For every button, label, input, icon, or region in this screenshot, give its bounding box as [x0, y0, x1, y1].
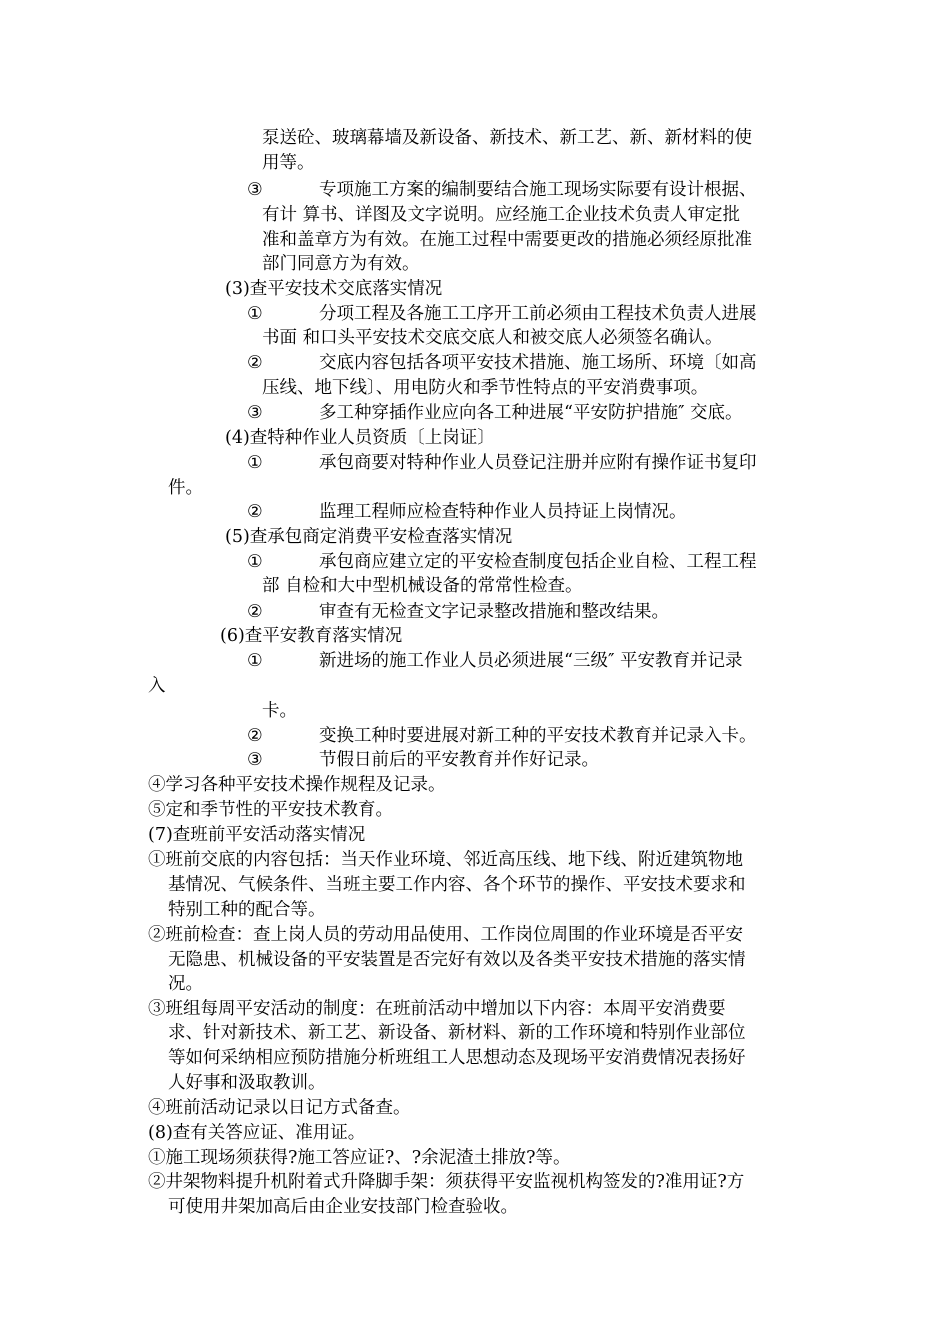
text-line: 人好事和汲取教训。 [168, 1073, 326, 1093]
text-line: 部 自检和大中型机械设备的常常性检查。 [262, 576, 583, 596]
item-marker: ③ [247, 750, 263, 770]
item-text: 监理工程师应检查特种作业人员持证上岗情况。 [319, 502, 687, 522]
item-text: 承包商应建立定的平安检查制度包括企业自检、工程工程 [319, 552, 757, 572]
item-marker: ③ [247, 403, 263, 423]
item-marker: ① [247, 453, 263, 473]
list-item [247, 178, 757, 203]
section-heading: (3)查平安技术交底落实情况 [225, 279, 443, 299]
text-line: ①班前交底的内容包括：当天作业环境、邻近高压线、地下线、附近建筑物地 [148, 850, 743, 870]
text-line: 求、针对新技术、新工艺、新设备、新材料、新的工作环境和特别作业部位 [168, 1023, 746, 1043]
text-line: 无隐患、机械设备的平安装置是否完好有效以及各类平安技术措施的落实情 [168, 950, 746, 970]
text-line: 特别工种的配合等。 [168, 900, 326, 920]
item-text: 多工种穿插作业应向各工种进展“平安防护措施″ 交底。 [319, 403, 743, 423]
text-line: ④学习各种平安技术操作规程及记录。 [148, 775, 446, 795]
text-line: ②井架物料提升机附着式升降脚手架：须获得平安监视机构签发的?准用证?方 [148, 1172, 745, 1192]
list-item [247, 550, 757, 575]
text-line: ②班前检查：查上岗人员的劳动用品使用、工作岗位周围的作业环境是否平安 [148, 925, 743, 945]
text-line: ⑤定和季节性的平安技术教育。 [148, 800, 393, 820]
text-line: ①施工现场须获得?施工答应证?、?余泥渣土排放?等。 [148, 1148, 571, 1168]
list-item [247, 649, 743, 674]
item-marker: ② [247, 726, 263, 746]
text-line: 泵送砼、玻璃幕墙及新设备、新技术、新工艺、新、新材料的使 [262, 128, 752, 148]
item-marker: ③ [247, 180, 263, 200]
list-item [247, 351, 757, 376]
section-heading: (4)查特种作业人员资质〔上岗证〕 [225, 428, 495, 448]
section-heading: (8)查有关答应证、准用证。 [148, 1123, 366, 1143]
list-item [247, 451, 757, 476]
text-line: 等如何采纳相应预防措施分析班组工人思想动态及现场平安消费情况表扬好 [168, 1048, 746, 1068]
item-marker: ① [247, 651, 263, 671]
item-text: 新进场的施工作业人员必须进展“三级″ 平安教育并记录 [319, 651, 743, 671]
section-heading: (5)查承包商定消费平安检查落实情况 [225, 527, 513, 547]
text-line: 有计 算书、详图及文字说明。应经施工企业技术负责人审定批 [262, 205, 741, 225]
item-marker: ② [247, 602, 263, 622]
list-item [247, 724, 757, 749]
list-item [247, 302, 757, 327]
item-text: 审查有无检查文字记录整改措施和整改结果。 [319, 602, 669, 622]
text-line: 压线、地下线〕、用电防火和季节性特点的平安消费事项。 [262, 378, 709, 398]
item-marker: ② [247, 502, 263, 522]
item-marker: ① [247, 552, 263, 572]
text-line: 况。 [168, 974, 203, 994]
item-text: 分项工程及各施工工序开工前必须由工程技术负责人进展 [319, 304, 757, 324]
item-text: 变换工种时要进展对新工种的平安技术教育并记录入卡。 [319, 726, 757, 746]
text-line: 入 [148, 676, 166, 696]
list-item [247, 600, 669, 625]
list-item [247, 748, 599, 773]
list-item [247, 500, 687, 525]
item-marker: ① [247, 304, 263, 324]
section-heading: (7)查班前平安活动落实情况 [148, 825, 366, 845]
item-text: 节假日前后的平安教育并作好记录。 [319, 750, 599, 770]
item-marker: ② [247, 353, 263, 373]
item-text: 交底内容包括各项平安技术措施、施工场所、环境〔如高 [319, 353, 757, 373]
text-line: 基情况、气候条件、当班主要工作内容、各个环节的操作、平安技术要求和 [168, 875, 746, 895]
text-line: 用等。 [262, 153, 315, 173]
item-text: 专项施工方案的编制要结合施工现场实际要有设计根据、 [319, 180, 757, 200]
text-line: 准和盖章方为有效。在施工过程中需要更改的措施必须经原批准 [262, 230, 752, 250]
text-line: 书面 和口头平安技术交底交底人和被交底人必须签名确认。 [262, 328, 723, 348]
text-line: 件。 [168, 478, 203, 498]
text-line: ③班组每周平安活动的制度：在班前活动中增加以下内容：本周平安消费要 [148, 999, 726, 1019]
section-heading: (6)查平安教育落实情况 [220, 626, 403, 646]
text-line: 可使用井架加高后由企业安技部门检查验收。 [168, 1197, 518, 1217]
text-line: 卡。 [262, 701, 297, 721]
text-line: 部门同意方为有效。 [262, 254, 420, 274]
list-item [247, 401, 743, 426]
item-text: 承包商要对特种作业人员登记注册并应附有操作证书复印 [319, 453, 757, 473]
text-line: ④班前活动记录以日记方式备查。 [148, 1098, 411, 1118]
